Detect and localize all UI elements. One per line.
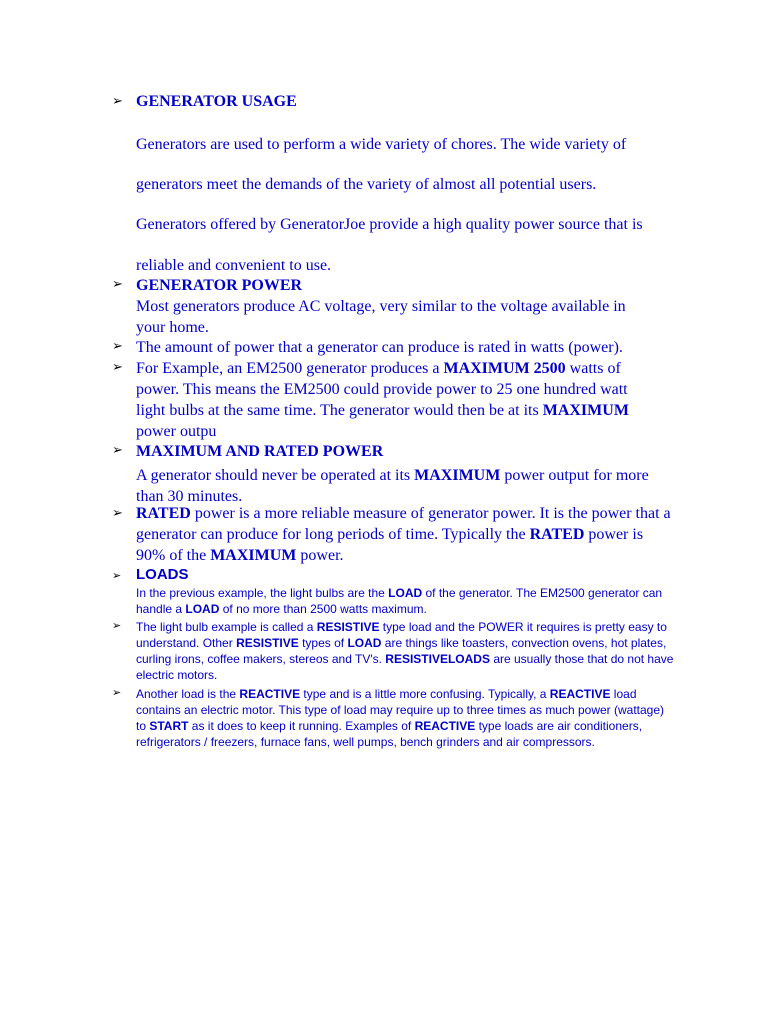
text-run: as it does to keep it running. Examples of (188, 719, 415, 733)
text-run: type load and the POWER it requires is pretty easy to understand. Other (136, 620, 667, 650)
paragraph (136, 585, 676, 617)
list-item (136, 441, 666, 507)
text-run: type and is a little more confusing. Typically, a (300, 687, 550, 701)
keyword-maximum: MAXIMUM (542, 402, 629, 419)
text-run: In the previous example, the light bulbs are the (136, 586, 389, 600)
heading-generator-power: GENERATOR POWER (136, 277, 303, 294)
keyword-start: START (149, 719, 189, 733)
keyword-maximum: MAXIMUM (414, 467, 501, 484)
keyword-resistive: RESISTIVE (316, 620, 380, 634)
bullet-arrow-icon: ➢ (112, 360, 123, 375)
list-item (136, 358, 656, 442)
paragraph: your home. (136, 319, 209, 336)
keyword-reactive: REACTIVE (414, 719, 476, 733)
paragraph: Most generators produce AC voltage, very similar to the voltage available in (136, 298, 626, 315)
keyword-resistiveloads: RESISTIVELOADS (385, 652, 490, 666)
keyword-maximum: MAXIMUM 2500 (443, 360, 566, 377)
text-run: power output for more than 30 minutes. (136, 467, 649, 505)
list-item (136, 619, 676, 683)
text-run: For Example, an EM2500 generator produces a (136, 360, 444, 377)
keyword-rated: RATED (529, 526, 585, 543)
heading-loads: LOADS (136, 566, 189, 583)
bullet-arrow-icon: ➢ (112, 94, 123, 109)
paragraph: reliable and convenient to use. (136, 257, 332, 274)
bullet-arrow-icon: ➢ (112, 569, 122, 582)
text-run: power outpu (136, 423, 217, 440)
list-item (136, 275, 684, 338)
bullet-arrow-icon: ➢ (112, 686, 122, 699)
list-item (136, 337, 684, 358)
text-run: are usually those that do not have electric motors. (136, 652, 674, 682)
heading-generator-usage: GENERATOR USAGE (136, 93, 297, 110)
text-run: types of (298, 636, 348, 650)
text-run: are things like toasters, convection ovens, hot plates, curling irons, coffee makers, stereos and TV's. (136, 636, 667, 666)
text-run: type loads are air conditioners, refrigerators / freezers, furnace fans, well pumps, bench grinders and air compressors. (136, 719, 643, 749)
keyword-reactive: REACTIVE (549, 687, 611, 701)
keyword-load: LOAD (388, 586, 423, 600)
paragraph (136, 465, 666, 507)
list-item (136, 503, 676, 566)
heading-maximum-and-rated-power: MAXIMUM AND RATED POWER (136, 443, 384, 460)
keyword-rated: RATED (136, 505, 191, 522)
text-run: power is 90% of the (136, 526, 644, 564)
bullet-arrow-icon: ➢ (112, 619, 122, 632)
bullet-arrow-icon: ➢ (112, 277, 123, 292)
keyword-load: LOAD (347, 636, 382, 650)
paragraph: Generators offered by GeneratorJoe provide a high quality power source that is (136, 216, 643, 233)
list-item (136, 686, 676, 750)
list-item-text: The amount of power that a generator can produce is rated in watts (power). (136, 339, 623, 356)
keyword-load: LOAD (185, 602, 220, 616)
paragraph: Generators are used to perform a wide variety of chores. The wide variety of (136, 136, 627, 153)
bullet-arrow-icon: ➢ (112, 506, 123, 521)
text-run: power is a more reliable measure of generator power. It is the power that a generator can produce for long periods of time. Typically the (136, 505, 671, 543)
text-run: power. (296, 547, 344, 564)
keyword-reactive: REACTIVE (239, 687, 301, 701)
bullet-arrow-icon: ➢ (112, 339, 123, 354)
keyword-maximum: MAXIMUM (210, 547, 297, 564)
text-run: of the generator. The EM2500 generator can handle a (136, 586, 663, 616)
text-run: of no more than 2500 watts maximum. (219, 602, 427, 616)
text-run: A generator should never be operated at its (136, 467, 415, 484)
bullet-arrow-icon: ➢ (112, 443, 123, 458)
paragraph: generators meet the demands of the variety of almost all potential users. (136, 176, 597, 193)
text-run: load contains an electric motor. This type of load may require up to three times as much power (wattage) to (136, 687, 665, 733)
keyword-resistive: RESISTIVE (236, 636, 299, 650)
text-run: Another load is the (136, 687, 240, 701)
text-run: watts of power. This means the EM2500 could provide power to 25 one hundred watt light bulbs at the same time. The generator would then be at its (136, 360, 628, 419)
text-run: The light bulb example is called a (136, 620, 317, 634)
